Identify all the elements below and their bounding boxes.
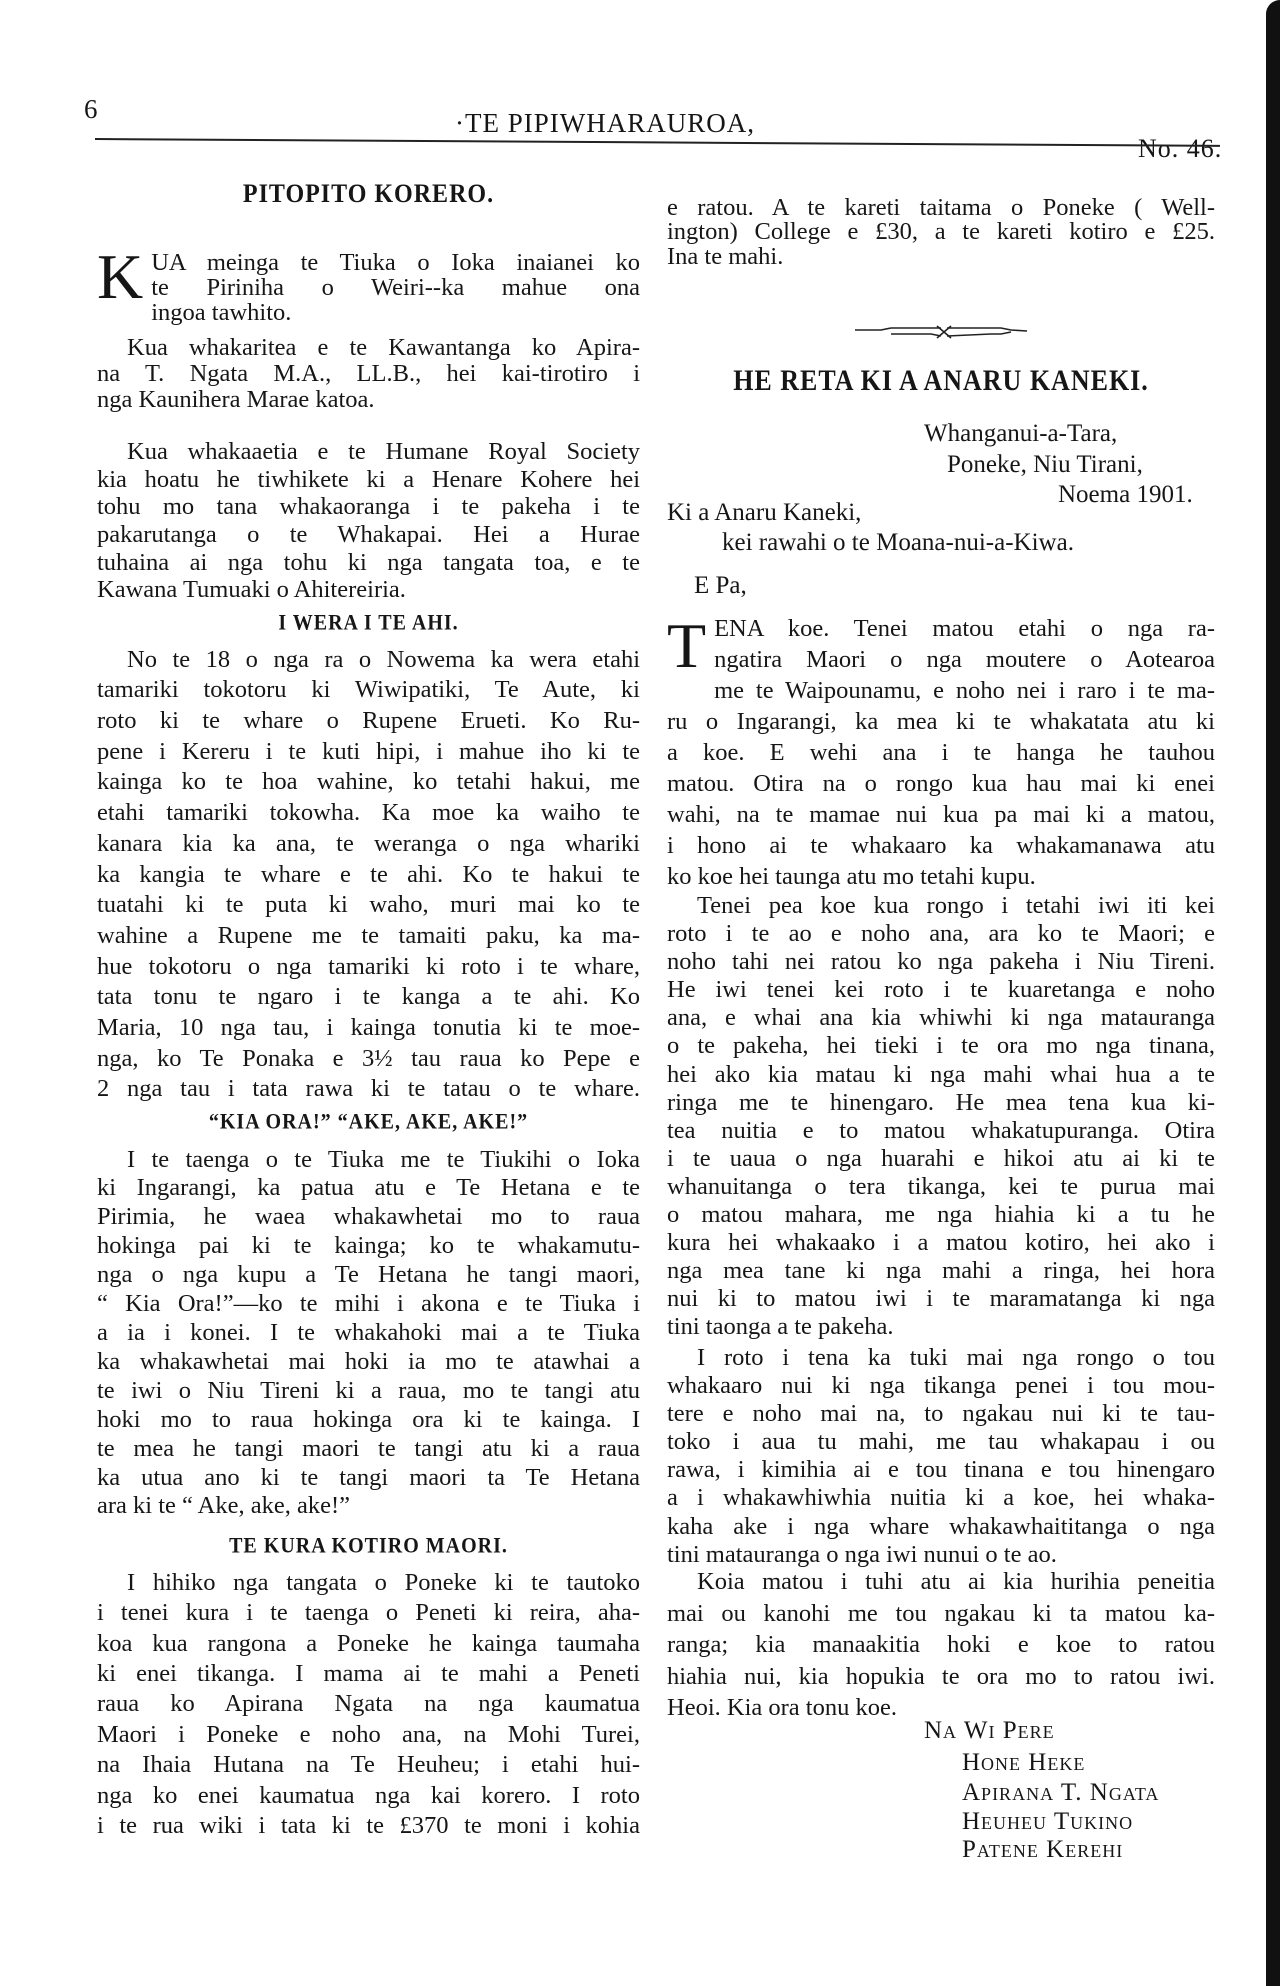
text-line: Kawana Tumuaki o Ahitereiria. xyxy=(97,576,406,604)
text-line: ington) College e £30, a te kareti kotiro e £25. xyxy=(667,218,1215,246)
text-line: rawa, i kimihia ai e tou tinana e tou hinengaro xyxy=(667,1456,1215,1484)
drop-cap: T xyxy=(667,609,707,681)
text-line: mai ou kanohi me tou ngakau ki ta matou ka- xyxy=(667,1599,1215,1627)
paragraph xyxy=(97,645,640,1106)
text-line: hoki mo to raua hokinga ora ki te kainga. I xyxy=(97,1405,640,1433)
text-line: wahi, na te mamae nui kua pa mai ki a matou, xyxy=(667,800,1215,828)
text-line: nga ko enei kaumatua nga kai korero. I roto xyxy=(97,1781,640,1809)
text-line: UA meinga te Tiuka o Ioka inaianei ko xyxy=(151,248,640,276)
text-line: I te taenga o te Tiuka me te Tiukihi o Ioka xyxy=(127,1145,640,1173)
paragraph xyxy=(97,240,640,326)
section-heading: PITOPITO KORERO. xyxy=(242,179,495,209)
text-line: tere e noho mai na, to ngakau nui ki te tau- xyxy=(667,1400,1215,1428)
text-line: hue tokotoru o nga tamariki ki roto i te whare, xyxy=(97,952,640,980)
text-line: ki enei tikanga. I mama ai te mahi a Peneti xyxy=(97,1660,640,1688)
text-line: ingoa tawhito. xyxy=(151,298,292,326)
text-line: nga, ko Te Ponaka e 3½ tau raua ko Pepe e xyxy=(97,1044,640,1072)
signatory-name: Hone Heke xyxy=(962,1749,1086,1776)
text-line: raua ko Apirana Ngata na nga kaumatua xyxy=(97,1690,640,1718)
paragraph xyxy=(97,1568,640,1842)
text-line: ka whakawhetai mai hoki ia mo te atawhai a xyxy=(97,1347,640,1375)
text-line: pakarutanga o te Whakapai. Hei a Hurae xyxy=(97,520,640,548)
section-heading: HE RETA KI A ANARU KANEKI. xyxy=(733,364,1149,397)
letter-address-line: kei rawahi o te Moana-nui-a-Kiwa. xyxy=(722,529,1074,556)
issue-number: No. 46. xyxy=(1138,134,1223,163)
text-line: hokinga pai ki te kainga; ko te whakamutu- xyxy=(97,1232,640,1260)
text-line: tuhaina ai nga tohu ki nga tangata toa, e te xyxy=(97,548,640,576)
text-line: Koia matou i tuhi atu ai kia hurihia peneitia xyxy=(697,1568,1215,1596)
text-line: o te pakeha, hei tieki i te ora mo nga tinana, xyxy=(667,1032,1215,1060)
text-line: Kua whakaritea e te Kawantanga ko Apira- xyxy=(127,334,640,361)
text-line: ka utua ano ki te tangi maori ta Te Hetana xyxy=(97,1463,640,1491)
newspaper-title: ·TE PIPIWHARAUROA, xyxy=(455,108,755,138)
letter-address-line: E Pa, xyxy=(694,572,747,599)
text-line: o matou mahara, me nga hiahia ki a tu he xyxy=(667,1200,1215,1228)
text-line: hei ako kia matau ki nga mahi whai hua a te xyxy=(667,1060,1215,1088)
text-line: “ Kia Ora!”—ko te mihi i akona e te Tiuka i xyxy=(97,1290,640,1318)
text-line: kainga ko te hoa wahine, ko tetahi hakui, me xyxy=(97,768,640,796)
text-line: ko koe hei taunga atu mo tetahi kupu. xyxy=(667,862,1036,890)
text-line: kanara kia ka ana, te weranga o nga whariki xyxy=(97,829,640,857)
paragraph xyxy=(667,609,1215,892)
text-line: i tenei kura i te taenga o Peneti ki reira, aha- xyxy=(97,1599,640,1627)
text-line: kia hoatu he tiwhikete ki a Henare Kohere hei xyxy=(97,465,640,493)
paragraph xyxy=(667,1566,1215,1724)
scan-edge-border xyxy=(1266,0,1280,1986)
text-line: kura hei whakaako i a matou kotiro, hei ako i xyxy=(667,1229,1215,1257)
text-line: ENA koe. Tenei matou etahi o nga ra- xyxy=(714,614,1215,642)
text-line: toko i aua tu mahi, me tau whakapau i ou xyxy=(667,1428,1215,1456)
text-line: Pirimia, he waea whakawhetai mo to raua xyxy=(97,1203,640,1231)
text-line: matou. Otira na o rongo kua hau mai ki enei xyxy=(667,769,1215,797)
text-line: a i whakawhiwhia nuitia ki a koe, hei whaka- xyxy=(667,1484,1215,1512)
text-line: whanuitanga o tera tikanga, kei te purua mai xyxy=(667,1172,1215,1200)
header-rule xyxy=(95,138,1220,147)
text-line: tea nuitia e to matou whakatupuranga. Otira xyxy=(667,1116,1215,1144)
text-line: Heoi. Kia ora tonu koe. xyxy=(667,1694,897,1722)
text-line: roto i te ao e noho ana, ara ko te Maori; e xyxy=(667,920,1215,948)
letter-address-line: Whanganui-a-Tara, xyxy=(924,420,1118,447)
text-line: whakaaro nui ki nga tikanga penei i tou mou- xyxy=(667,1372,1215,1400)
drop-cap: K xyxy=(97,240,144,312)
paragraph xyxy=(97,1146,640,1522)
text-line: me te Waipounamu, e noho nei i raro i te ma- xyxy=(714,676,1215,704)
section-heading: I WERA I TE AHI. xyxy=(278,610,459,635)
text-line: Maori i Poneke e noho ana, na Mohi Turei, xyxy=(97,1720,640,1748)
text-line: Ina te mahi. xyxy=(667,242,784,270)
text-line: ara ki te “ Ake, ake, ake!” xyxy=(97,1492,351,1520)
signatory-name: Na Wi Pere xyxy=(924,1717,1055,1744)
text-line: He iwi tenei kei roto i te kuaretanga e noho xyxy=(667,976,1215,1004)
text-line: etahi tamariki tokowha. Ka moe ka waiho te xyxy=(97,799,640,827)
text-line: ana, e whai ana kia whiwhi ki nga matauranga xyxy=(667,1004,1215,1032)
paragraph xyxy=(97,438,640,604)
section-heading: TE KURA KOTIRO MAORI. xyxy=(229,1533,508,1558)
letter-address-line: Ki a Anaru Kaneki, xyxy=(667,499,862,526)
page-number: 6 xyxy=(84,94,98,124)
signatory-name: Heuheu Tukino xyxy=(962,1808,1134,1835)
signatory-name: Apirana T. Ngata xyxy=(962,1779,1160,1806)
text-line: ranga; kia manaakitia hoki e koe to ratou xyxy=(667,1631,1215,1659)
paragraph xyxy=(97,335,640,413)
text-line: hiahia nui, kia hopukia te ora mo to ratou iwi. xyxy=(667,1662,1215,1690)
text-line: tohu mo tana whakaoranga i te pakeha i te xyxy=(97,493,640,521)
text-line: No te 18 o nga ra o Nowema ka wera etahi xyxy=(127,645,640,673)
text-line: Tenei pea koe kua rongo i tetahi iwi iti kei xyxy=(697,891,1215,919)
signatory-name: Patene Kerehi xyxy=(962,1836,1124,1863)
paragraph xyxy=(667,892,1215,1342)
paragraph xyxy=(667,1344,1215,1569)
text-line: ka kangia te whare e te ahi. Ko te hakui te xyxy=(97,860,640,888)
section-heading: “KIA ORA!” “AKE, AKE, AKE!” xyxy=(208,1109,529,1134)
text-line: nui ki to matou iwi i te maramatanga ki nga xyxy=(667,1285,1215,1313)
text-line: e ratou. A te kareti taitama o Poneke ( Well- xyxy=(667,193,1215,221)
text-line: ki Ingarangi, ka patua atu e Te Hetana e te xyxy=(97,1174,640,1202)
letter-address-line: Poneke, Niu Tirani, xyxy=(947,451,1143,478)
text-line: nga o nga kupu a Te Hetana he tangi maori, xyxy=(97,1261,640,1289)
text-line: roto ki te whare o Rupene Erueti. Ko Ru- xyxy=(97,707,640,735)
text-line: koa kua rangona a Poneke he kainga taumaha xyxy=(97,1629,640,1657)
text-line: Kua whakaaetia e te Humane Royal Society xyxy=(127,438,640,466)
text-line: I hihiko nga tangata o Poneke ki te tautoko xyxy=(127,1568,640,1596)
text-line: kaha ake i nga whare whakawhaititanga o nga xyxy=(667,1512,1215,1540)
letter-address-line: Noema 1901. xyxy=(1058,481,1193,508)
text-line: na T. Ngata M.A., LL.B., hei kai-tirotiro i xyxy=(97,360,640,387)
text-line: ngatira Maori o nga moutere o Aotearoa xyxy=(714,645,1215,673)
text-line: 2 nga tau i tata rawa ki te tatau o te whare. xyxy=(97,1075,640,1103)
text-line: nga Kaunihera Marae katoa. xyxy=(97,386,375,413)
text-line: tini taonga a te pakeha. xyxy=(667,1313,894,1341)
text-line: noho tahi nei ratou ko nga pakeha i Niu Tireni. xyxy=(667,948,1215,976)
text-line: te iwi o Niu Tireni ki a raua, mo te tangi atu xyxy=(97,1376,640,1404)
text-line: ru o Ingarangi, ka mea ki te whakatata atu ki xyxy=(667,707,1215,735)
text-line: na Ihaia Hutana na Te Heuheu; i etahi hui- xyxy=(97,1751,640,1779)
text-line: a koe. E wehi ana i te hanga he tauhou xyxy=(667,738,1215,766)
ornamental-divider-icon xyxy=(851,322,1031,342)
text-line: tata tonu te ngaro i te kanga a te ahi. Ko xyxy=(97,983,640,1011)
text-line: a ia i konei. I te whakahoki mai a te Tiuka xyxy=(97,1318,640,1346)
text-line: pene i Kereru i te kuti hipi, i mahue iho ki te xyxy=(97,737,640,765)
text-line: Maria, 10 nga tau, i kainga tonutia ki te moe- xyxy=(97,1014,640,1042)
text-line: i te uaua o nga huarahi e hikoi atu ai ki te xyxy=(667,1144,1215,1172)
text-line: te mea he tangi maori te tangi atu ki a raua xyxy=(97,1434,640,1462)
text-line: wahine a Rupene me te tamaiti paku, ka ma- xyxy=(97,921,640,949)
text-line: tamariki tokotoru ki Wiwipatiki, Te Aute, ki xyxy=(97,676,640,704)
text-line: ringa me te hinengaro. He mea tena kua ki- xyxy=(667,1088,1215,1116)
text-line: nga mea tane ki nga mahi a ringa, hei hora xyxy=(667,1257,1215,1285)
text-line: tuatahi ki te puta ki waho, muri mai ko te xyxy=(97,891,640,919)
text-line: I roto i tena ka tuki mai nga rongo o tou xyxy=(697,1343,1215,1371)
text-line: te Piriniha o Weiri--ka mahue ona xyxy=(151,273,640,301)
text-line: tini matauranga o nga iwi nunui o te ao. xyxy=(667,1540,1057,1568)
text-line: i te rua wiki i tata ki te £370 te moni i kohia xyxy=(97,1812,640,1840)
text-line: i hono ai te whakaaro ka whakamanawa atu xyxy=(667,831,1215,859)
paragraph xyxy=(667,193,1215,270)
